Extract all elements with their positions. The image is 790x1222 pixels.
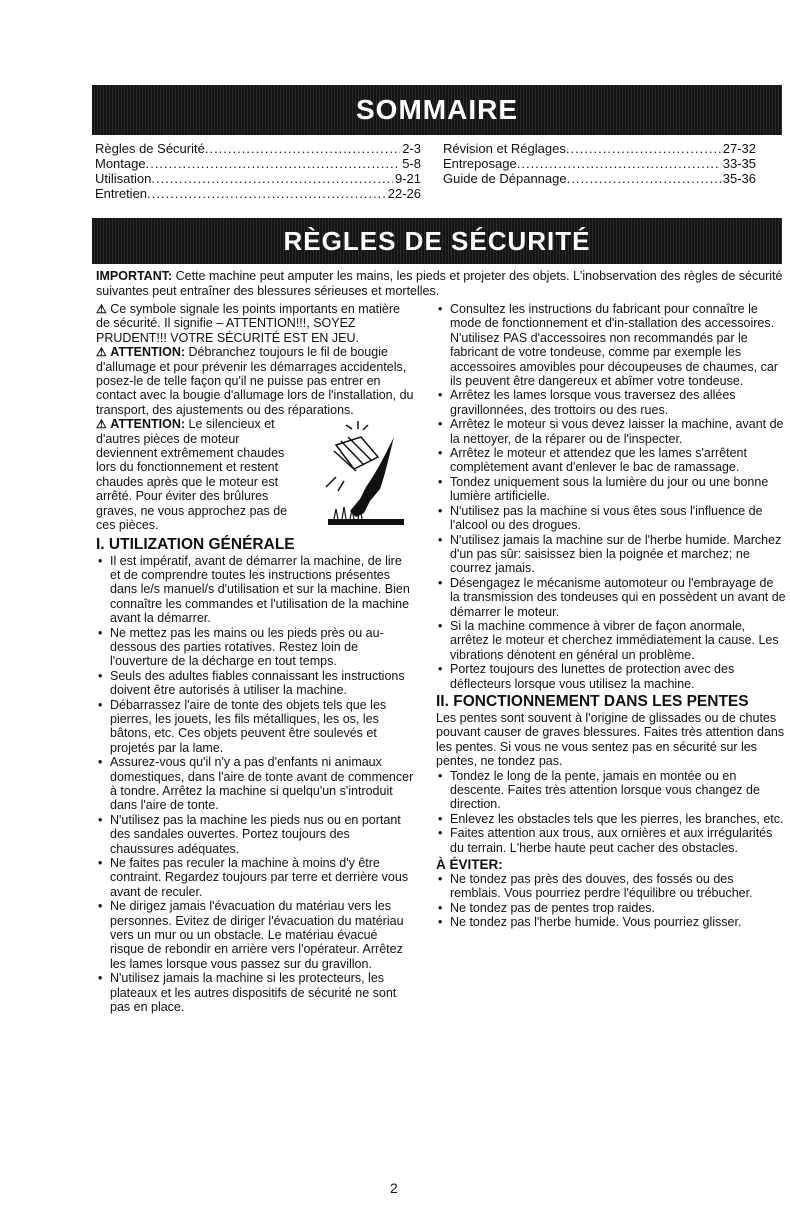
toc-leader-dots (566, 141, 721, 156)
list-item: • Arrêtez les lames lorsque vous traversez des allées gravillonnées, des trottoirs ou des rues. (436, 388, 786, 417)
list-item: • Consultez les instructions du fabricant pour connaître le mode de fonctionnement et d'in-stallation des accessoires. N'utilisez PAS d'accessoires non recommandés par le fabricant de votre tondeuse, comme par exemple les accessoires amovibles pour découpeuses de chaumes, car ils peuvent être dangereux et abîmer votre tondeuse. (436, 302, 786, 388)
toc-title: Entretien (95, 186, 148, 201)
toc-pages: 5-8 (402, 156, 421, 171)
toc-entry (443, 156, 756, 171)
toc-leader-dots (147, 186, 386, 201)
list-item: • Débarrassez l'aire de tonte des objets tels que les pierres, les jouets, les fils métalliques, les os, les bâtons, etc. Ces objets peuvent être soulevés et projetés par la lame. (96, 698, 414, 756)
list-item: • N'utilisez jamais la machine si les protecteurs, les plateaux et les autres dispositifs de sécurité ne sont pas en place. (96, 971, 414, 1014)
left-column (96, 302, 414, 1015)
list-item: • Assurez-vous qu'il n'y a pas d'enfants ni animaux domestiques, dans l'aire de tonte avant de commencer à tondre. Arrêtez la machine si quelqu'un s'introduit dans l'aire de tonte. (96, 755, 414, 813)
list-item: • N'utilisez jamais la machine sur de l'herbe humide. Marchez d'un pas sûr: saisissez bien la poignée et marchez; ne courrez jamais. (436, 533, 786, 576)
list-item: • Enlevez les obstacles tels que les pierres, les branches, etc. (436, 812, 786, 826)
list-item: • N'utilisez pas la machine si vous êtes sous l'influence de l'alcool ou des drogues. (436, 504, 786, 533)
toc-entry (95, 156, 421, 171)
important-notice (96, 269, 786, 299)
section2-intro: Les pentes sont souvent à l'origine de glissades ou de chutes pouvant causer de graves blessures. Faites très attention dans les pentes. Si vous ne vous sentez pas en sécurité sur les pentes, ne tondez pas. (436, 710, 785, 769)
toc-pages: 22-26 (387, 186, 421, 201)
warning-text: Débranchez toujours le fil de bougie d'allumage et pour prévenir les démarrages accidentels, posez-le de telle façon qu'il ne puisse pas entrer en contact avec la bougie d'allumage lors de l'installation, du transport, des ajustements ou des réparations. (96, 345, 414, 417)
symbol-note-text: Ce symbole signale les points importants en matière de sécurité. Il signifie – ATTENTION!!!, SOYEZ PRUDENT!!! VOTRE SÉCURITÉ EST EN JEU. (96, 302, 400, 345)
list-item: • Ne mettez pas les mains ou les pieds près ou au-dessous des parties rotatives. Restez loin de l'ouverture de la décharge en tout temps. (96, 626, 414, 669)
avoid-list (436, 872, 786, 930)
toc-pages: 33-35 (722, 156, 756, 171)
list-item: • Ne tondez pas l'herbe humide. Vous pourriez glisser. (436, 915, 786, 929)
warning-triangle-icon: ⚠ (96, 302, 107, 316)
section1-list (96, 554, 414, 1015)
toc-title: Règles de Sécurité (95, 141, 205, 156)
section1-title: I. UTILIZATION GÉNÉRALE (96, 535, 295, 553)
list-item: • Faites attention aux trous, aux ornières et aux irrégularités du terrain. L'herbe haute peut cacher des obstacles. (436, 826, 786, 855)
toc-pages: 9-21 (394, 171, 421, 186)
toc-pages: 35-36 (722, 171, 756, 186)
toc-title: Révision et Réglages (443, 141, 566, 156)
toc-leader-dots (146, 156, 401, 171)
toc-entry (443, 171, 756, 186)
toc-entry (95, 141, 421, 156)
toc-left (95, 141, 421, 201)
list-item: • Désengagez le mécanisme automoteur ou l'embrayage de la transmission des tondeuses qui en possèdent un avant de démarrer le moteur. (436, 576, 786, 619)
warning-label: ATTENTION: (110, 417, 186, 432)
toc-pages: 2-3 (402, 141, 421, 156)
list-item: • Ne dirigez jamais l'évacuation du matériau vers les personnes. Evitez de diriger l'évacuation du matériau vers un mur ou un obstacle. Le matériau évacué risque de rebondir en arrière vers l'opérateur. Arrêtez les lames lorsque vous passez sur du gravillon. (96, 899, 414, 971)
page-number: 2 (390, 1180, 398, 1196)
list-item: • Si la machine commence à vibrer de façon anormale, arrêtez le moteur et cherchez immédiatement la cause. Les vibrations dénotent en général un problème. (436, 619, 786, 662)
list-item: • Ne faites pas reculer la machine à moins d'y être contraint. Regardez toujours par terre et derrière vous avant de reculer. (96, 856, 414, 899)
important-text: Cette machine peut amputer les mains, les pieds et projeter des objets. L'inobservation des règles de sécurité suivantes peut entraîner des blessures sérieuses et mortelles. (96, 269, 783, 298)
toc-leader-dots (151, 171, 393, 186)
toc-entry (95, 171, 421, 186)
section2-list (436, 769, 786, 855)
safety-banner: RÈGLES DE SÉCURITÉ (92, 218, 782, 264)
toc-leader-dots (517, 156, 721, 171)
important-label: IMPORTANT: (96, 269, 173, 283)
toc-pages: 27-32 (722, 141, 756, 156)
warning-spark-plug (96, 345, 414, 417)
list-item: • Seuls des adultes fiables connaissant les instructions doivent être autorisés à utiliser la machine. (96, 669, 414, 698)
contents-banner: SOMMAIRE (92, 85, 782, 135)
list-item: • Ne tondez pas près des douves, des fossés ou des remblais. Vous pourriez perdre l'équilibre ou trébucher. (436, 872, 786, 901)
toc-title: Montage (95, 156, 146, 171)
list-item: • N'utilisez pas la machine les pieds nus ou en portant des sandales ouvertes. Portez toujours des chaussures adéquates. (96, 813, 414, 856)
toc-leader-dots (567, 171, 721, 186)
warning-triangle-icon: ⚠ (96, 417, 107, 432)
warning-text: Le silencieux et d'autres pièces de moteur deviennent extrêmement chaudes lors du fonctionnement et restent chaudes après que le moteur est arrêté. Pour éviter des brûlures graves, ne vous approchez pas de ces pièces. (96, 417, 288, 533)
list-item: • Arrêtez le moteur si vous devez laisser la machine, avant de la nettoyer, de la réparer ou de l'inspecter. (436, 417, 786, 446)
toc-title: Utilisation (95, 171, 152, 186)
toc-title: Entreposage (443, 156, 517, 171)
toc-entry (95, 186, 421, 201)
avoid-title: À ÉVITER: (436, 857, 503, 873)
toc-entry (443, 141, 756, 156)
list-item: • Tondez uniquement sous la lumière du jour ou une bonne lumière artificielle. (436, 475, 786, 504)
toc-title: Guide de Dépannage (443, 171, 567, 186)
list-item: • Portez toujours des lunettes de protection avec des déflecteurs lorsque vous utilisez la machine. (436, 662, 786, 691)
list-item: • Il est impératif, avant de démarrer la machine, de lire et de comprendre toutes les instructions présentes dans le/s manuel/s d'utilisation et sur la machine. Bien connaître les commandes et l'utilisation de la machine avant la démarrer. (96, 554, 414, 626)
list-item: • Tondez le long de la pente, jamais en montée ou en descente. Faites très attention lorsque vous changez de direction. (436, 769, 786, 812)
warning-triangle-icon: ⚠ (96, 345, 107, 360)
symbol-note (96, 302, 414, 345)
section2-title: II. FONCTIONNEMENT DANS LES PENTES (436, 692, 749, 710)
list-item: • Arrêtez le moteur et attendez que les lames s'arrêtent complètement avant d'enlever le bac de ramassage. (436, 446, 786, 475)
warning-hot-block (96, 417, 414, 532)
warning-label: ATTENTION: (110, 345, 186, 360)
right-column (436, 302, 786, 930)
hot-surface-hand-icon (306, 417, 406, 532)
toc-leader-dots (205, 141, 400, 156)
list-item: • Ne tondez pas de pentes trop raides. (436, 901, 786, 915)
right-list (436, 302, 786, 691)
toc-right (443, 141, 756, 186)
